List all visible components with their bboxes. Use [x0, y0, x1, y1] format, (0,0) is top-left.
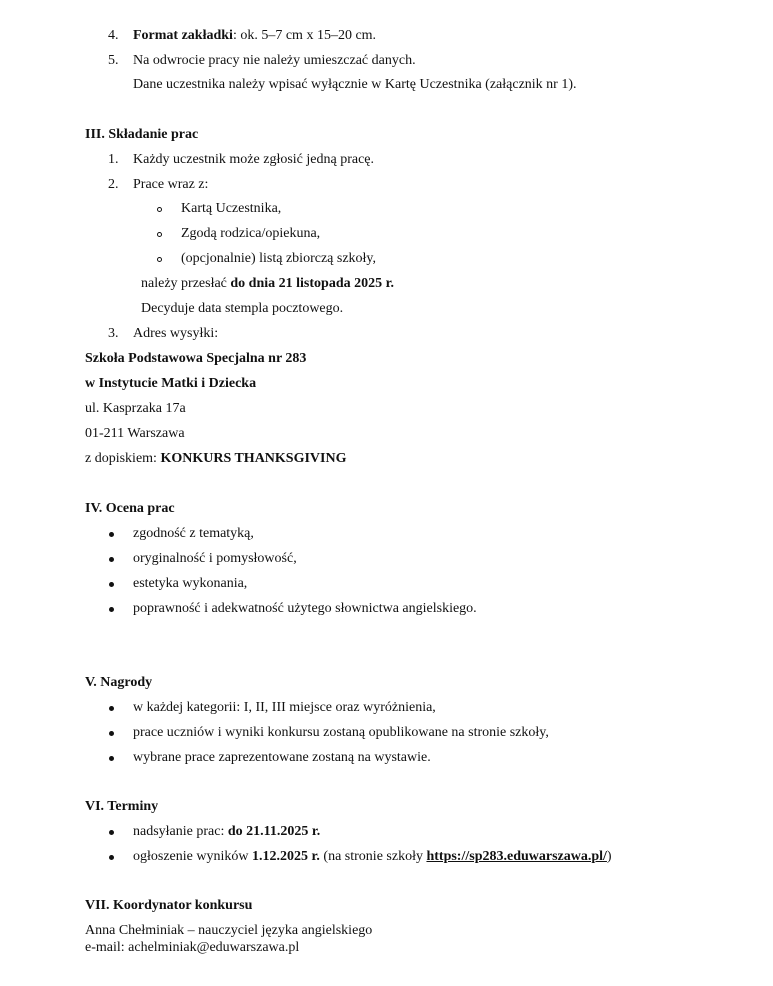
list-item-text: Na odwrocie pracy nie należy umieszczać danych.	[133, 53, 416, 68]
list-number: 4.	[108, 28, 119, 43]
bullet-icon	[109, 706, 114, 711]
list-item	[133, 825, 320, 839]
bullet-icon	[109, 582, 114, 587]
bold-label: Format zakładki	[133, 28, 233, 43]
text: należy przesłać	[141, 276, 231, 291]
bullet-icon	[109, 731, 114, 736]
circle-bullet-icon	[157, 257, 162, 262]
section-heading: VI. Terminy	[85, 799, 159, 814]
deadline-date: do dnia 21 listopada 2025 r.	[230, 276, 395, 291]
text: z dopiskiem:	[85, 451, 161, 466]
stamp-note: Decyduje data stempla pocztowego.	[141, 301, 344, 316]
text: )	[606, 849, 612, 864]
address-street: ul. Kasprzaka 17a	[85, 401, 186, 416]
bullet-icon	[109, 855, 114, 860]
sub-list-item: (opcjonalnie) listą zbiorczą szkoły,	[181, 251, 377, 266]
text: : ok. 5–7 cm x 15–20 cm.	[232, 28, 377, 43]
date-bold: do 21.11.2025 r.	[227, 824, 321, 839]
list-number: 1.	[108, 152, 119, 167]
list-item-continuation: Dane uczestnika należy wpisać wyłącznie w Kartę Uczestnika (załącznik nr 1).	[133, 77, 577, 92]
date-bold: 1.12.2025 r.	[251, 849, 320, 864]
bullet-icon	[109, 557, 114, 562]
note-bold: KONKURS THANKSGIVING	[160, 451, 347, 466]
address-note	[85, 452, 347, 466]
section-heading: IV. Ocena prac	[85, 501, 175, 516]
list-item: estetyka wykonania,	[133, 576, 248, 591]
list-item: oryginalność i pomysłowość,	[133, 551, 297, 566]
text: nadsyłanie prac:	[133, 824, 228, 839]
address-city: 01-211 Warszawa	[85, 426, 185, 441]
address-institute: w Instytucie Matki i Dziecka	[85, 376, 257, 391]
bullet-icon	[109, 607, 114, 612]
list-item: poprawność i adekwatność użytego słownictwa angielskiego.	[133, 601, 477, 616]
section-heading: VII. Koordynator konkursu	[85, 898, 253, 913]
list-number: 5.	[108, 53, 119, 68]
section-heading: V. Nagrody	[85, 675, 153, 690]
circle-bullet-icon	[157, 207, 162, 212]
list-item-format	[133, 29, 376, 43]
list-number: 2.	[108, 177, 119, 192]
coordinator-email: e-mail: achelminiak@eduwarszawa.pl	[85, 940, 300, 955]
text: (na stronie szkoły	[319, 849, 427, 864]
sub-list-item: Kartą Uczestnika,	[181, 201, 282, 216]
list-item-text: Adres wysyłki:	[133, 326, 219, 341]
address-school: Szkoła Podstawowa Specjalna nr 283	[85, 351, 307, 366]
bullet-icon	[109, 756, 114, 761]
bullet-icon	[109, 532, 114, 537]
list-item-text: Każdy uczestnik może zgłosić jedną pracę.	[133, 152, 375, 167]
circle-bullet-icon	[157, 232, 162, 237]
school-website-link[interactable]: https://sp283.eduwarszawa.pl/	[426, 849, 607, 864]
deadline-line	[141, 277, 394, 291]
coordinator-name: Anna Chełminiak – nauczyciel języka angielskiego	[85, 923, 373, 938]
list-item: zgodność z tematyką,	[133, 526, 254, 541]
list-item	[133, 850, 612, 864]
sub-list-item: Zgodą rodzica/opiekuna,	[181, 226, 321, 241]
list-item: prace uczniów i wyniki konkursu zostaną opublikowane na stronie szkoły,	[133, 725, 549, 740]
bullet-icon	[109, 830, 114, 835]
list-number: 3.	[108, 326, 119, 341]
list-item-text: Prace wraz z:	[133, 177, 209, 192]
list-item: w każdej kategorii: I, II, III miejsce oraz wyróżnienia,	[133, 700, 436, 715]
text: ogłoszenie wyników	[133, 849, 252, 864]
list-item: wybrane prace zaprezentowane zostaną na wystawie.	[133, 750, 431, 765]
section-heading: III. Składanie prac	[85, 127, 199, 142]
